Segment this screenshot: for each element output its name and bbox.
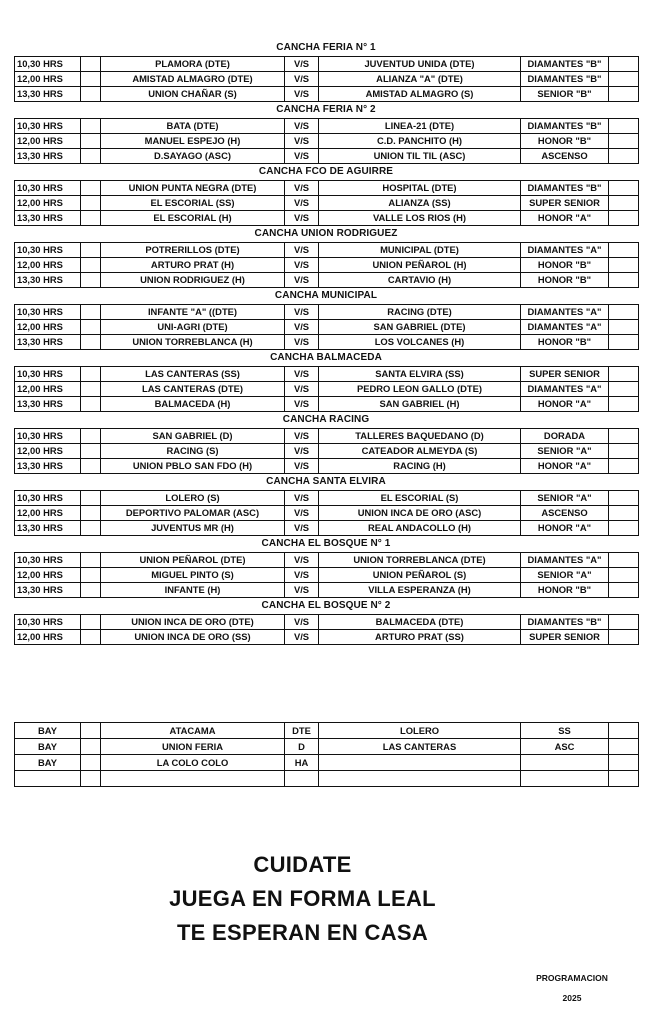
blank-cell: [609, 181, 639, 196]
match-row: [15, 211, 639, 226]
match-time: 12,00 HRS: [15, 568, 81, 583]
category: DIAMANTES "B": [521, 181, 609, 196]
away-team: SAN GABRIEL (H): [319, 397, 521, 412]
match-time: 10,30 HRS: [15, 305, 81, 320]
blank-cell: [81, 149, 101, 164]
home-team: RACING (S): [101, 444, 285, 459]
category: SUPER SENIOR: [521, 196, 609, 211]
match-time: 12,00 HRS: [15, 72, 81, 87]
away-team: AMISTAD ALMAGRO (S): [319, 87, 521, 102]
blank-cell: [609, 615, 639, 630]
match-row: [15, 72, 639, 87]
category: DIAMANTES "A": [521, 305, 609, 320]
away-team: MUNICIPAL (DTE): [319, 243, 521, 258]
away-team: PEDRO LEON GALLO (DTE): [319, 382, 521, 397]
bye-team: [101, 771, 285, 787]
versus-label: V/S: [285, 243, 319, 258]
bye-list: [14, 722, 638, 787]
away-team: REAL ANDACOLLO (H): [319, 521, 521, 536]
match-time: 10,30 HRS: [15, 181, 81, 196]
match-table: [14, 366, 639, 412]
bye-code-2: [521, 755, 609, 771]
blank-cell: [609, 72, 639, 87]
away-team: ARTURO PRAT (SS): [319, 630, 521, 645]
match-row: [15, 429, 639, 444]
versus-label: V/S: [285, 553, 319, 568]
match-time: 12,00 HRS: [15, 382, 81, 397]
match-row: [15, 335, 639, 350]
home-team: AMISTAD ALMAGRO (DTE): [101, 72, 285, 87]
field-title: CANCHA BALMACEDA: [270, 352, 382, 363]
home-team: UNION PBLO SAN FDO (H): [101, 459, 285, 474]
match-row: [15, 149, 639, 164]
home-team: BALMACEDA (H): [101, 397, 285, 412]
bye-table: [14, 722, 639, 787]
away-team: TALLERES BAQUEDANO (D): [319, 429, 521, 444]
match-row: [15, 119, 639, 134]
footer-title: PROGRAMACION: [536, 973, 608, 983]
versus-label: V/S: [285, 459, 319, 474]
away-team: RACING (DTE): [319, 305, 521, 320]
match-time: 13,30 HRS: [15, 459, 81, 474]
match-row: [15, 491, 639, 506]
versus-label: V/S: [285, 491, 319, 506]
versus-label: V/S: [285, 521, 319, 536]
versus-label: V/S: [285, 615, 319, 630]
blank-cell: [81, 444, 101, 459]
category: HONOR "A": [521, 521, 609, 536]
bye-team-2: [319, 771, 521, 787]
blank-cell: [609, 491, 639, 506]
category: DIAMANTES "B": [521, 615, 609, 630]
slogan: [0, 848, 605, 950]
blank-cell: [81, 755, 101, 771]
bye-team-2: LOLERO: [319, 723, 521, 739]
category: DIAMANTES "B": [521, 72, 609, 87]
home-team: D.SAYAGO (ASC): [101, 149, 285, 164]
versus-label: V/S: [285, 273, 319, 288]
match-row: [15, 397, 639, 412]
category: SUPER SENIOR: [521, 367, 609, 382]
home-team: UNION PUNTA NEGRA (DTE): [101, 181, 285, 196]
footer-year: 2025: [562, 993, 582, 1003]
match-table: [14, 118, 639, 164]
match-time: 12,00 HRS: [15, 320, 81, 335]
home-team: BATA (DTE): [101, 119, 285, 134]
field-title: CANCHA FERIA N° 1: [276, 42, 376, 53]
versus-label: V/S: [285, 72, 319, 87]
blank-cell: [81, 583, 101, 598]
blank-cell: [609, 553, 639, 568]
blank-cell: [81, 491, 101, 506]
match-time: 10,30 HRS: [15, 553, 81, 568]
home-team: UNION INCA DE ORO (SS): [101, 630, 285, 645]
home-team: DEPORTIVO PALOMAR (ASC): [101, 506, 285, 521]
versus-label: V/S: [285, 181, 319, 196]
away-team: ALIANZA "A" (DTE): [319, 72, 521, 87]
home-team: UNION RODRIGUEZ (H): [101, 273, 285, 288]
match-time: 12,00 HRS: [15, 134, 81, 149]
field-title: CANCHA UNION RODRIGUEZ: [254, 228, 398, 239]
home-team: INFANTE (H): [101, 583, 285, 598]
away-team: LINEA-21 (DTE): [319, 119, 521, 134]
bye-label: BAY: [15, 723, 81, 739]
home-team: UNION CHAÑAR (S): [101, 87, 285, 102]
versus-label: V/S: [285, 196, 319, 211]
bye-team: UNION FERIA: [101, 739, 285, 755]
versus-label: V/S: [285, 305, 319, 320]
category: SUPER SENIOR: [521, 630, 609, 645]
home-team: SAN GABRIEL (D): [101, 429, 285, 444]
away-team: UNION PEÑAROL (H): [319, 258, 521, 273]
category: HONOR "B": [521, 335, 609, 350]
match-time: 10,30 HRS: [15, 119, 81, 134]
match-time: 13,30 HRS: [15, 273, 81, 288]
away-team: CARTAVIO (H): [319, 273, 521, 288]
away-team: SANTA ELVIRA (SS): [319, 367, 521, 382]
match-time: 12,00 HRS: [15, 630, 81, 645]
versus-label: V/S: [285, 630, 319, 645]
bye-code: HA: [285, 755, 319, 771]
blank-cell: [81, 771, 101, 787]
match-time: 13,30 HRS: [15, 335, 81, 350]
bye-code-2: ASC: [521, 739, 609, 755]
home-team: MIGUEL PINTO (S): [101, 568, 285, 583]
match-row: [15, 258, 639, 273]
blank-cell: [81, 87, 101, 102]
match-time: 12,00 HRS: [15, 258, 81, 273]
blank-cell: [81, 382, 101, 397]
home-team: POTRERILLOS (DTE): [101, 243, 285, 258]
versus-label: V/S: [285, 367, 319, 382]
match-table: [14, 180, 639, 226]
blank-cell: [609, 211, 639, 226]
match-time: 10,30 HRS: [15, 367, 81, 382]
match-table: [14, 56, 639, 102]
blank-cell: [609, 320, 639, 335]
home-team: INFANTE "A" ((DTE): [101, 305, 285, 320]
match-row: [15, 181, 639, 196]
match-row: [15, 382, 639, 397]
match-time: 13,30 HRS: [15, 583, 81, 598]
blank-cell: [81, 739, 101, 755]
home-team: EL ESCORIAL (SS): [101, 196, 285, 211]
blank-cell: [81, 181, 101, 196]
match-row: [15, 459, 639, 474]
category: SENIOR "A": [521, 444, 609, 459]
blank-cell: [81, 367, 101, 382]
away-team: JUVENTUD UNIDA (DTE): [319, 57, 521, 72]
blank-cell: [609, 367, 639, 382]
blank-cell: [609, 771, 639, 787]
versus-label: V/S: [285, 429, 319, 444]
blank-cell: [81, 397, 101, 412]
away-team: EL ESCORIAL (S): [319, 491, 521, 506]
match-table: [14, 614, 639, 645]
blank-cell: [609, 382, 639, 397]
bye-code-2: [521, 771, 609, 787]
blank-cell: [81, 320, 101, 335]
blank-cell: [81, 506, 101, 521]
category: DIAMANTES "B": [521, 57, 609, 72]
away-team: HOSPITAL (DTE): [319, 181, 521, 196]
category: HONOR "B": [521, 258, 609, 273]
blank-cell: [81, 258, 101, 273]
match-time: 10,30 HRS: [15, 429, 81, 444]
match-row: [15, 367, 639, 382]
home-team: UNION TORREBLANCA (H): [101, 335, 285, 350]
away-team: RACING (H): [319, 459, 521, 474]
field-title: CANCHA FCO DE AGUIRRE: [258, 166, 394, 177]
versus-label: V/S: [285, 444, 319, 459]
match-time: 13,30 HRS: [15, 521, 81, 536]
match-time: 13,30 HRS: [15, 149, 81, 164]
bye-label: BAY: [15, 739, 81, 755]
bye-label: BAY: [15, 755, 81, 771]
versus-label: V/S: [285, 211, 319, 226]
home-team: LOLERO (S): [101, 491, 285, 506]
field-title: CANCHA SANTA ELVIRA: [266, 476, 386, 487]
blank-cell: [609, 87, 639, 102]
home-team: ARTURO PRAT (H): [101, 258, 285, 273]
bye-row: [15, 739, 639, 755]
blank-cell: [81, 134, 101, 149]
category: DIAMANTES "A": [521, 553, 609, 568]
versus-label: V/S: [285, 382, 319, 397]
bye-team-2: LAS CANTERAS: [319, 739, 521, 755]
blank-cell: [609, 429, 639, 444]
bye-row: [15, 755, 639, 771]
away-team: SAN GABRIEL (DTE): [319, 320, 521, 335]
bye-code: D: [285, 739, 319, 755]
blank-cell: [609, 583, 639, 598]
category: DIAMANTES "B": [521, 119, 609, 134]
match-time: 10,30 HRS: [15, 243, 81, 258]
away-team: UNION TIL TIL (ASC): [319, 149, 521, 164]
blank-cell: [81, 72, 101, 87]
blank-cell: [81, 459, 101, 474]
blank-cell: [609, 134, 639, 149]
home-team: LAS CANTERAS (SS): [101, 367, 285, 382]
versus-label: V/S: [285, 57, 319, 72]
category: ASCENSO: [521, 506, 609, 521]
match-time: 12,00 HRS: [15, 444, 81, 459]
category: DIAMANTES "A": [521, 243, 609, 258]
bye-team-2: [319, 755, 521, 771]
blank-cell: [609, 397, 639, 412]
category: ASCENSO: [521, 149, 609, 164]
blank-cell: [81, 57, 101, 72]
match-row: [15, 521, 639, 536]
match-table: [14, 428, 639, 474]
home-team: JUVENTUS MR (H): [101, 521, 285, 536]
field-title: CANCHA MUNICIPAL: [274, 290, 378, 301]
blank-cell: [609, 335, 639, 350]
home-team: EL ESCORIAL (H): [101, 211, 285, 226]
bye-row: [15, 723, 639, 739]
category: SENIOR "A": [521, 491, 609, 506]
blank-cell: [81, 553, 101, 568]
away-team: VILLA ESPERANZA (H): [319, 583, 521, 598]
match-time: 10,30 HRS: [15, 615, 81, 630]
match-table: [14, 304, 639, 350]
home-team: UNION INCA DE ORO (DTE): [101, 615, 285, 630]
category: SENIOR "A": [521, 568, 609, 583]
slogan-line-2: JUEGA EN FORMA LEAL: [169, 886, 436, 911]
bye-label: [15, 771, 81, 787]
bye-code: DTE: [285, 723, 319, 739]
match-row: [15, 243, 639, 258]
match-row: [15, 57, 639, 72]
category: HONOR "B": [521, 134, 609, 149]
away-team: C.D. PANCHITO (H): [319, 134, 521, 149]
blank-cell: [609, 568, 639, 583]
match-row: [15, 134, 639, 149]
versus-label: V/S: [285, 119, 319, 134]
blank-cell: [609, 273, 639, 288]
match-row: [15, 87, 639, 102]
match-row: [15, 615, 639, 630]
blank-cell: [81, 568, 101, 583]
match-time: 13,30 HRS: [15, 211, 81, 226]
category: HONOR "A": [521, 211, 609, 226]
blank-cell: [609, 196, 639, 211]
footer-label: [520, 968, 624, 1008]
home-team: PLAMORA (DTE): [101, 57, 285, 72]
away-team: UNION INCA DE ORO (ASC): [319, 506, 521, 521]
blank-cell: [609, 521, 639, 536]
field-title: CANCHA EL BOSQUE N° 2: [261, 600, 391, 611]
blank-cell: [81, 630, 101, 645]
match-row: [15, 583, 639, 598]
blank-cell: [609, 258, 639, 273]
away-team: LOS VOLCANES (H): [319, 335, 521, 350]
match-row: [15, 273, 639, 288]
category: HONOR "A": [521, 397, 609, 412]
match-row: [15, 444, 639, 459]
blank-cell: [81, 273, 101, 288]
match-time: 13,30 HRS: [15, 87, 81, 102]
category: HONOR "B": [521, 273, 609, 288]
match-time: 10,30 HRS: [15, 491, 81, 506]
versus-label: V/S: [285, 87, 319, 102]
away-team: CATEADOR ALMEYDA (S): [319, 444, 521, 459]
blank-cell: [609, 723, 639, 739]
category: HONOR "A": [521, 459, 609, 474]
bye-team: ATACAMA: [101, 723, 285, 739]
home-team: MANUEL ESPEJO (H): [101, 134, 285, 149]
blank-cell: [609, 305, 639, 320]
versus-label: V/S: [285, 134, 319, 149]
match-row: [15, 320, 639, 335]
blank-cell: [81, 723, 101, 739]
field-title: CANCHA FERIA N° 2: [276, 104, 376, 115]
bye-row: [15, 771, 639, 787]
versus-label: V/S: [285, 149, 319, 164]
blank-cell: [609, 444, 639, 459]
blank-cell: [609, 630, 639, 645]
match-table: [14, 242, 639, 288]
blank-cell: [609, 149, 639, 164]
blank-cell: [609, 506, 639, 521]
slogan-line-3: TE ESPERAN EN CASA: [176, 920, 429, 945]
match-row: [15, 305, 639, 320]
blank-cell: [609, 755, 639, 771]
blank-cell: [81, 196, 101, 211]
schedule: [14, 40, 638, 645]
away-team: ALIANZA (SS): [319, 196, 521, 211]
blank-cell: [81, 243, 101, 258]
blank-cell: [81, 211, 101, 226]
match-time: 13,30 HRS: [15, 397, 81, 412]
category: DIAMANTES "A": [521, 382, 609, 397]
slogan-line-1: CUIDATE: [253, 852, 352, 877]
blank-cell: [609, 739, 639, 755]
versus-label: V/S: [285, 258, 319, 273]
field-title: CANCHA EL BOSQUE N° 1: [261, 538, 391, 549]
home-team: LAS CANTERAS (DTE): [101, 382, 285, 397]
home-team: UNION PEÑAROL (DTE): [101, 553, 285, 568]
blank-cell: [81, 335, 101, 350]
category: DIAMANTES "A": [521, 320, 609, 335]
blank-cell: [609, 119, 639, 134]
versus-label: V/S: [285, 335, 319, 350]
away-team: VALLE LOS RIOS (H): [319, 211, 521, 226]
blank-cell: [81, 521, 101, 536]
blank-cell: [81, 429, 101, 444]
blank-cell: [81, 119, 101, 134]
bye-code: [285, 771, 319, 787]
field-title: CANCHA RACING: [282, 414, 370, 425]
match-row: [15, 506, 639, 521]
versus-label: V/S: [285, 397, 319, 412]
blank-cell: [609, 243, 639, 258]
blank-cell: [81, 615, 101, 630]
versus-label: V/S: [285, 583, 319, 598]
bye-code-2: SS: [521, 723, 609, 739]
blank-cell: [609, 57, 639, 72]
match-time: 10,30 HRS: [15, 57, 81, 72]
match-row: [15, 553, 639, 568]
category: DORADA: [521, 429, 609, 444]
match-table: [14, 552, 639, 598]
away-team: UNION TORREBLANCA (DTE): [319, 553, 521, 568]
versus-label: V/S: [285, 568, 319, 583]
match-time: 12,00 HRS: [15, 506, 81, 521]
match-table: [14, 490, 639, 536]
match-row: [15, 630, 639, 645]
category: HONOR "B": [521, 583, 609, 598]
bye-team: LA COLO COLO: [101, 755, 285, 771]
away-team: BALMACEDA (DTE): [319, 615, 521, 630]
versus-label: V/S: [285, 506, 319, 521]
blank-cell: [81, 305, 101, 320]
match-row: [15, 196, 639, 211]
home-team: UNI-AGRI (DTE): [101, 320, 285, 335]
blank-cell: [609, 459, 639, 474]
category: SENIOR "B": [521, 87, 609, 102]
match-row: [15, 568, 639, 583]
away-team: UNION PEÑAROL (S): [319, 568, 521, 583]
versus-label: V/S: [285, 320, 319, 335]
match-time: 12,00 HRS: [15, 196, 81, 211]
